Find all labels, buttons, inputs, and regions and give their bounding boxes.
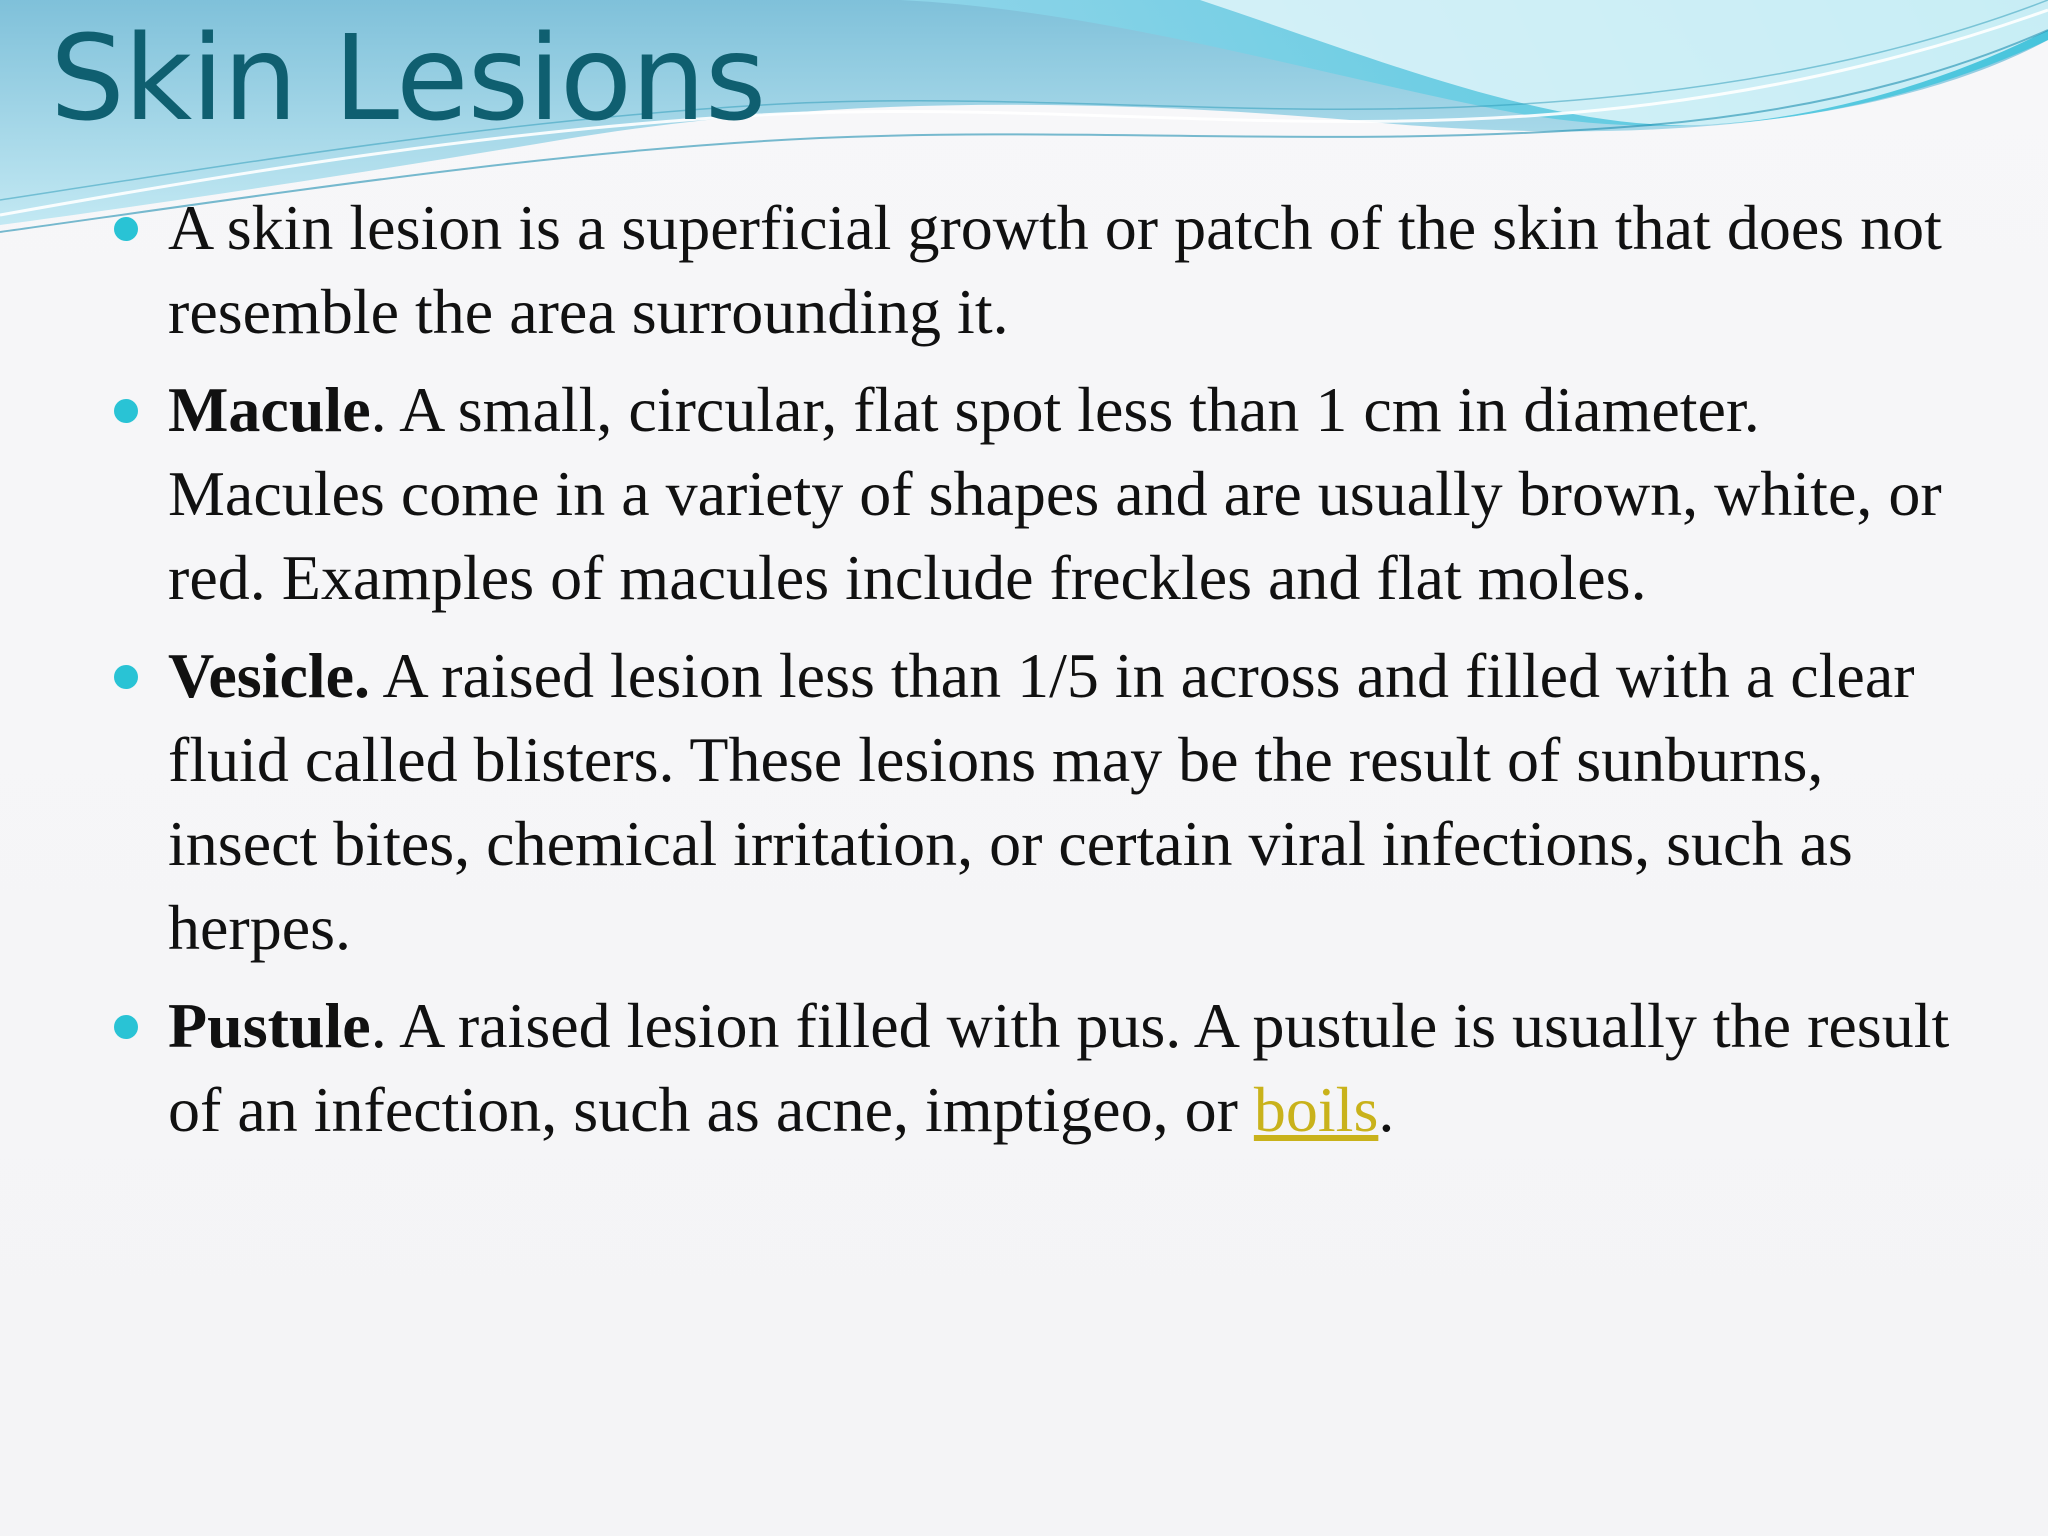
bullet-list [110,186,1970,1166]
bullet-dot-icon [114,217,138,241]
bullet-dot-icon [114,665,138,689]
slide-title: Skin Lesions [50,9,766,147]
bullet-macule [110,368,1970,620]
bullet-term: Macule [168,374,371,445]
bullet-dot-icon [114,399,138,423]
bullet-term: Pustule [168,990,371,1061]
bullet-text: A raised lesion less than 1/5 in across and filled with a clear fluid called blisters. These lesions may be the result of sunburns, insect bites, chemical irritation, or certain viral infections, such as herpes. [168,640,1915,963]
bullet-dot-icon [114,1015,138,1039]
bullet-term: Vesicle. [168,640,371,711]
bullet-skin-lesion [110,186,1970,354]
bullet-text: A skin lesion is a superficial growth or patch of the skin that does not resemble the area surrounding it. [168,192,1942,347]
bullet-text-end: . [1378,1074,1395,1145]
boils-link[interactable]: boils [1253,1074,1379,1145]
bullet-vesicle [110,634,1970,970]
bullet-text: . A small, circular, flat spot less than 1 cm in diameter. Macules come in a variety of shapes and are usually brown, white, or red. Examples of macules include freckles and flat moles. [168,374,1942,613]
bullet-text: . A raised lesion filled with pus. A pustule is usually the result of an infection, such as acne, imptigeo, or [168,990,1950,1145]
bullet-pustule [110,984,1970,1152]
